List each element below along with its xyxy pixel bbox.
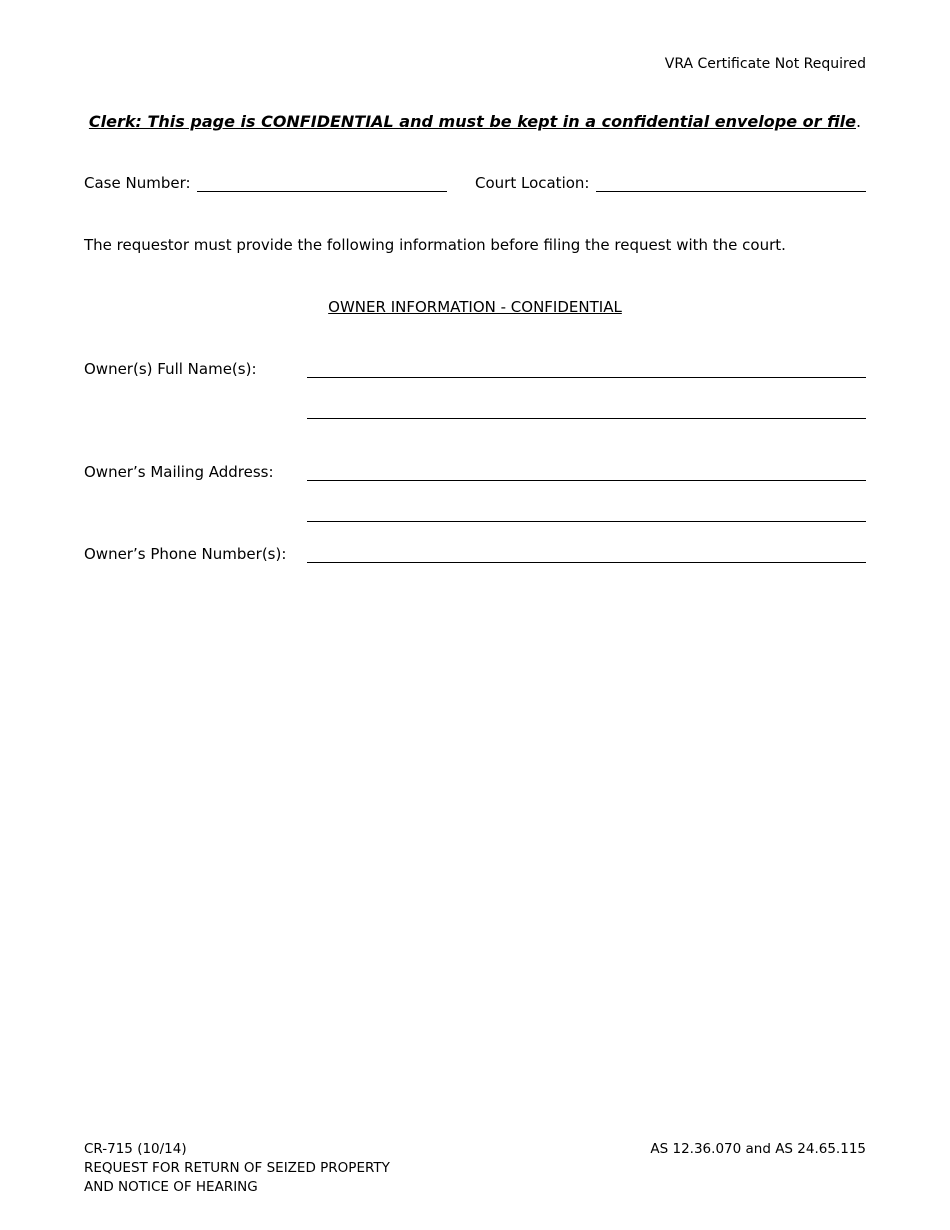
form-title-line-1: REQUEST FOR RETURN OF SEIZED PROPERTY [84,1160,390,1176]
clerk-confidential-notice [0,112,950,131]
form-footer-left [84,1140,390,1197]
case-number-field[interactable] [197,191,447,192]
mailing-address-field-line-1[interactable] [307,480,866,481]
vra-certificate-note: VRA Certificate Not Required [664,56,866,72]
statute-reference: AS 12.36.070 and AS 24.65.115 [650,1141,866,1157]
form-number: CR-715 (10/14) [84,1141,187,1157]
form-title-line-2: AND NOTICE OF HEARING [84,1179,258,1195]
clerk-notice-text: Clerk: This page is CONFIDENTIAL and must be kept in a confidential envelope or file [88,112,856,131]
phone-number-field[interactable] [307,562,866,563]
case-number-label: Case Number: [84,174,191,192]
phone-number-label: Owner’s Phone Number(s): [84,545,287,563]
clerk-notice-period: . [856,112,862,131]
requestor-instructions: The requestor must provide the following information before filing the request with the court. [84,236,786,254]
mailing-address-field-line-2[interactable] [307,521,866,522]
court-location-field[interactable] [596,191,866,192]
court-location-label: Court Location: [475,174,590,192]
mailing-address-label: Owner’s Mailing Address: [84,463,274,481]
owner-information-heading: OWNER INFORMATION - CONFIDENTIAL [328,298,622,316]
owner-name-field-line-2[interactable] [307,418,866,419]
owner-name-field-line-1[interactable] [307,377,866,378]
owner-name-label: Owner(s) Full Name(s): [84,360,257,378]
